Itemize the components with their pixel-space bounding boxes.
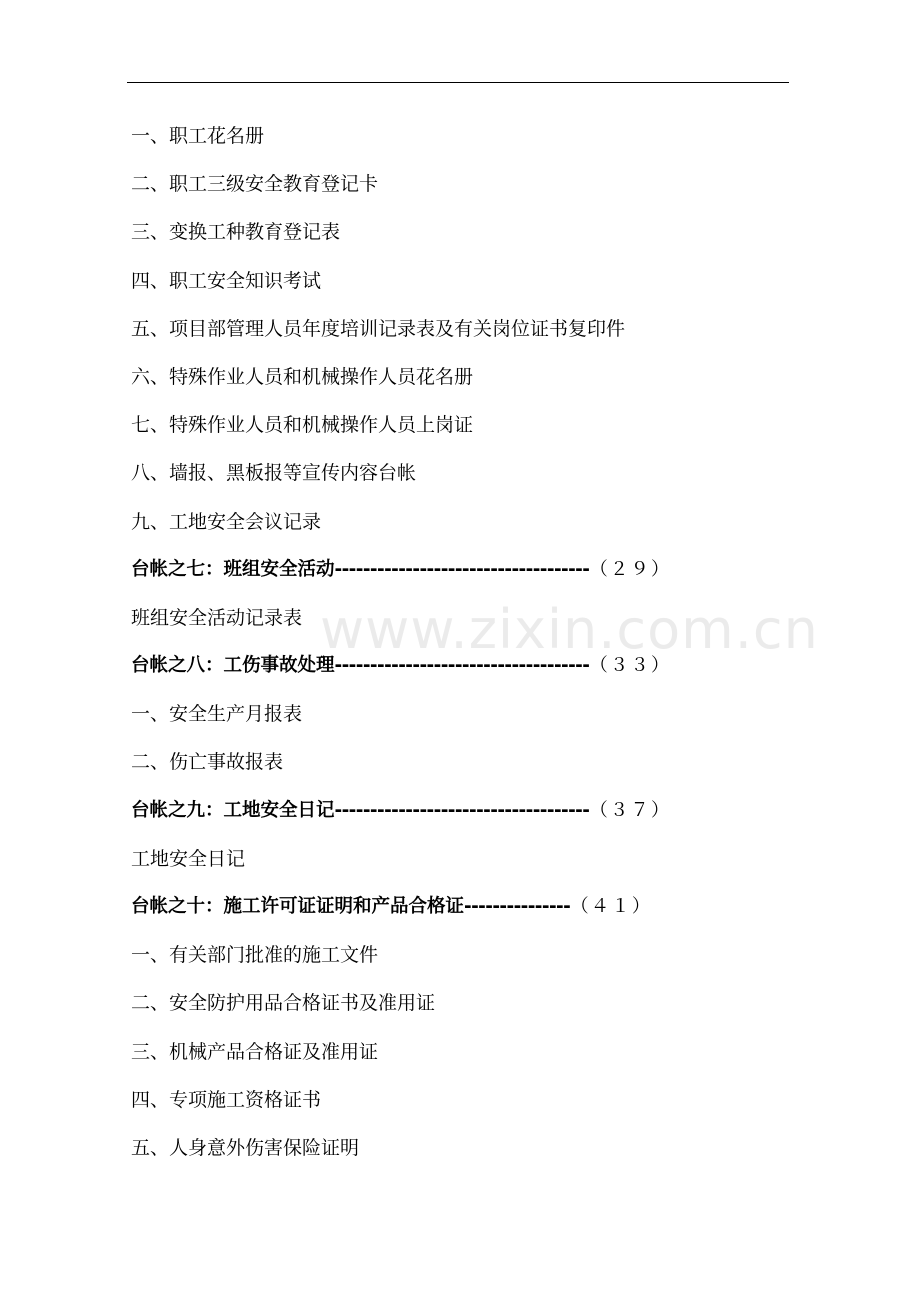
toc-item: 八、墙报、黑板报等宣传内容台帐 xyxy=(131,462,417,485)
toc-item: 一、有关部门批准的施工文件 xyxy=(131,944,379,967)
toc-item: 五、人身意外伤害保险证明 xyxy=(131,1136,360,1159)
header-rule xyxy=(127,82,789,83)
toc-leader-dashes: ------------------------------------ xyxy=(334,799,590,821)
toc-heading-title: 台帐之九：工地安全日记 xyxy=(131,799,335,821)
toc-heading-title: 台帐之八：工伤事故处理 xyxy=(131,655,335,677)
watermark: www.zixin.com.cn xyxy=(320,598,819,661)
toc-item: 四、专项施工资格证书 xyxy=(131,1088,322,1111)
toc-item: 二、安全防护用品合格证书及准用证 xyxy=(131,992,436,1015)
toc-section-heading xyxy=(131,649,731,697)
toc-page-number: （２９） xyxy=(589,558,672,580)
toc-section-heading xyxy=(131,553,731,601)
toc-heading-title: 台帐之十：施工许可证证明和产品合格证 xyxy=(131,896,465,917)
toc-page-number: （３３） xyxy=(589,655,672,677)
toc-item: 五、项目部管理人员年度培训记录表及有关岗位证书复印件 xyxy=(131,317,626,340)
toc-leader-dashes: ------------------------------------ xyxy=(334,558,590,580)
toc-page-number: （４１） xyxy=(570,896,653,917)
toc-item: 三、变换工种教育登记表 xyxy=(131,221,341,244)
toc-item: 一、安全生产月报表 xyxy=(131,703,303,726)
toc-item: 一、职工花名册 xyxy=(131,125,265,147)
toc-leader-dashes: --------------- xyxy=(464,896,571,917)
toc-item: 四、职工安全知识考试 xyxy=(131,269,322,292)
table-of-contents xyxy=(131,119,731,1179)
toc-item: 二、伤亡事故报表 xyxy=(131,751,284,774)
toc-leader-dashes: ------------------------------------ xyxy=(334,655,590,677)
toc-item: 工地安全日记 xyxy=(131,847,246,870)
toc-section-heading xyxy=(131,890,731,938)
toc-page-number: （３７） xyxy=(589,799,672,821)
toc-section-heading xyxy=(131,794,731,842)
toc-item: 七、特殊作业人员和机械操作人员上岗证 xyxy=(131,414,474,437)
toc-item: 班组安全活动记录表 xyxy=(131,606,303,629)
toc-item: 六、特殊作业人员和机械操作人员花名册 xyxy=(131,365,474,388)
toc-item: 九、工地安全会议记录 xyxy=(131,510,322,533)
toc-heading-title: 台帐之七：班组安全活动 xyxy=(131,558,335,580)
toc-item: 二、职工三级安全教育登记卡 xyxy=(131,173,379,196)
toc-item: 三、机械产品合格证及准用证 xyxy=(131,1040,379,1063)
